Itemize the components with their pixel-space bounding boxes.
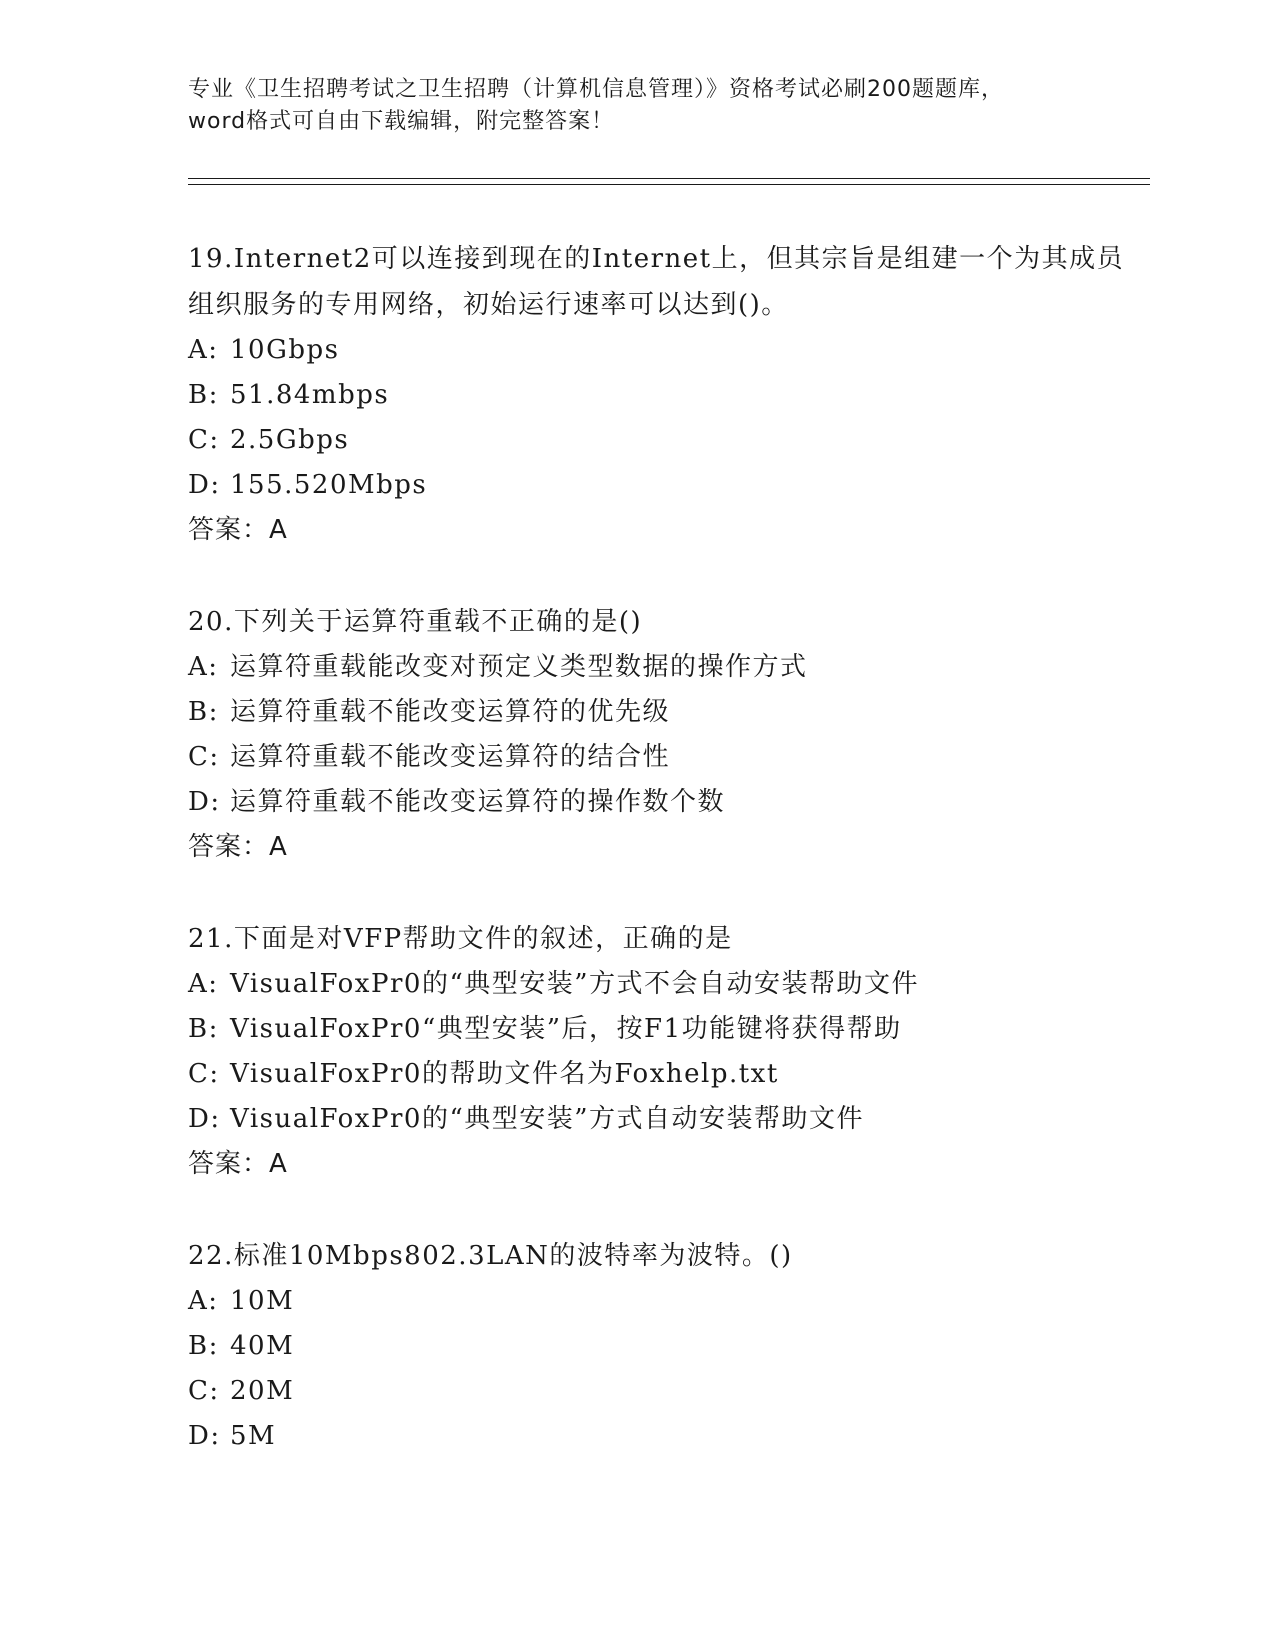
- option-text: 10M: [230, 1286, 295, 1316]
- option-b: [188, 690, 1128, 735]
- option-b: [188, 373, 1128, 418]
- option-d: [188, 1414, 1128, 1459]
- option-label: B:: [188, 1014, 219, 1044]
- option-label: B:: [188, 380, 219, 410]
- header-title-line-1: 专业《卫生招聘考试之卫生招聘（计算机信息管理）》资格考试必刷200题题库，: [188, 77, 1004, 102]
- header-divider-bottom: [188, 184, 1150, 185]
- question-21: [188, 916, 1128, 1187]
- option-label: C:: [188, 1059, 220, 1089]
- answer-line: 答案：A: [188, 515, 288, 545]
- question-list: [188, 236, 1128, 1505]
- option-text: 运算符重载不能改变运算符的优先级: [230, 697, 671, 727]
- option-text: 40M: [230, 1331, 295, 1361]
- option-text: 运算符重载不能改变运算符的操作数个数: [230, 787, 726, 817]
- option-label: B:: [188, 1331, 219, 1361]
- option-text: 10Gbps: [230, 335, 340, 365]
- answer-line: 答案：A: [188, 1149, 288, 1179]
- option-text: VisualFoxPr0的“典型安装”方式不会自动安装帮助文件: [230, 969, 920, 999]
- option-text: VisualFoxPr0“典型安装”后，按F1功能键将获得帮助: [230, 1014, 902, 1044]
- option-d: [188, 780, 1128, 825]
- option-d: [188, 463, 1128, 508]
- header-title-line-2: word格式可自由下载编辑，附完整答案！: [188, 109, 615, 134]
- question-stem: 21.下面是对VFP帮助文件的叙述，正确的是: [188, 924, 733, 954]
- option-a: [188, 1279, 1128, 1324]
- question-stem: 19.Internet2可以连接到现在的Internet上，但其宗旨是组建一个为其成员组织服务的专用网络，初始运行速率可以达到()。: [188, 244, 1125, 320]
- option-a: [188, 962, 1128, 1007]
- document-header: [188, 74, 1068, 138]
- option-c: [188, 735, 1128, 780]
- option-text: 运算符重载不能改变运算符的结合性: [230, 742, 671, 772]
- option-label: A:: [188, 335, 219, 365]
- option-a: [188, 328, 1128, 373]
- option-c: [188, 418, 1128, 463]
- question-19: [188, 236, 1128, 553]
- option-text: 155.520Mbps: [230, 470, 428, 500]
- option-label: D:: [188, 1104, 221, 1134]
- option-c: [188, 1052, 1128, 1097]
- option-text: 5M: [230, 1421, 277, 1451]
- option-label: C:: [188, 425, 220, 455]
- option-label: D:: [188, 470, 221, 500]
- option-label: A:: [188, 1286, 219, 1316]
- option-text: 2.5Gbps: [230, 425, 350, 455]
- question-stem: 22.标准10Mbps802.3LAN的波特率为波特。(): [188, 1241, 793, 1271]
- option-d: [188, 1097, 1128, 1142]
- header-divider-top: [188, 178, 1150, 179]
- answer-line: 答案：A: [188, 832, 288, 862]
- option-text: VisualFoxPr0的帮助文件名为Foxhelp.txt: [230, 1059, 779, 1089]
- option-b: [188, 1324, 1128, 1369]
- option-label: D:: [188, 787, 221, 817]
- option-label: C:: [188, 742, 220, 772]
- option-b: [188, 1007, 1128, 1052]
- option-a: [188, 645, 1128, 690]
- option-label: C:: [188, 1376, 220, 1406]
- option-label: A:: [188, 969, 219, 999]
- question-22: [188, 1233, 1128, 1459]
- option-text: 20M: [230, 1376, 295, 1406]
- question-stem: 20.下列关于运算符重载不正确的是(): [188, 607, 643, 637]
- option-label: D:: [188, 1421, 221, 1451]
- option-c: [188, 1369, 1128, 1414]
- option-label: B:: [188, 697, 219, 727]
- option-label: A:: [188, 652, 219, 682]
- option-text: 运算符重载能改变对预定义类型数据的操作方式: [230, 652, 808, 682]
- option-text: VisualFoxPr0的“典型安装”方式自动安装帮助文件: [230, 1104, 865, 1134]
- option-text: 51.84mbps: [230, 380, 390, 410]
- question-20: [188, 599, 1128, 870]
